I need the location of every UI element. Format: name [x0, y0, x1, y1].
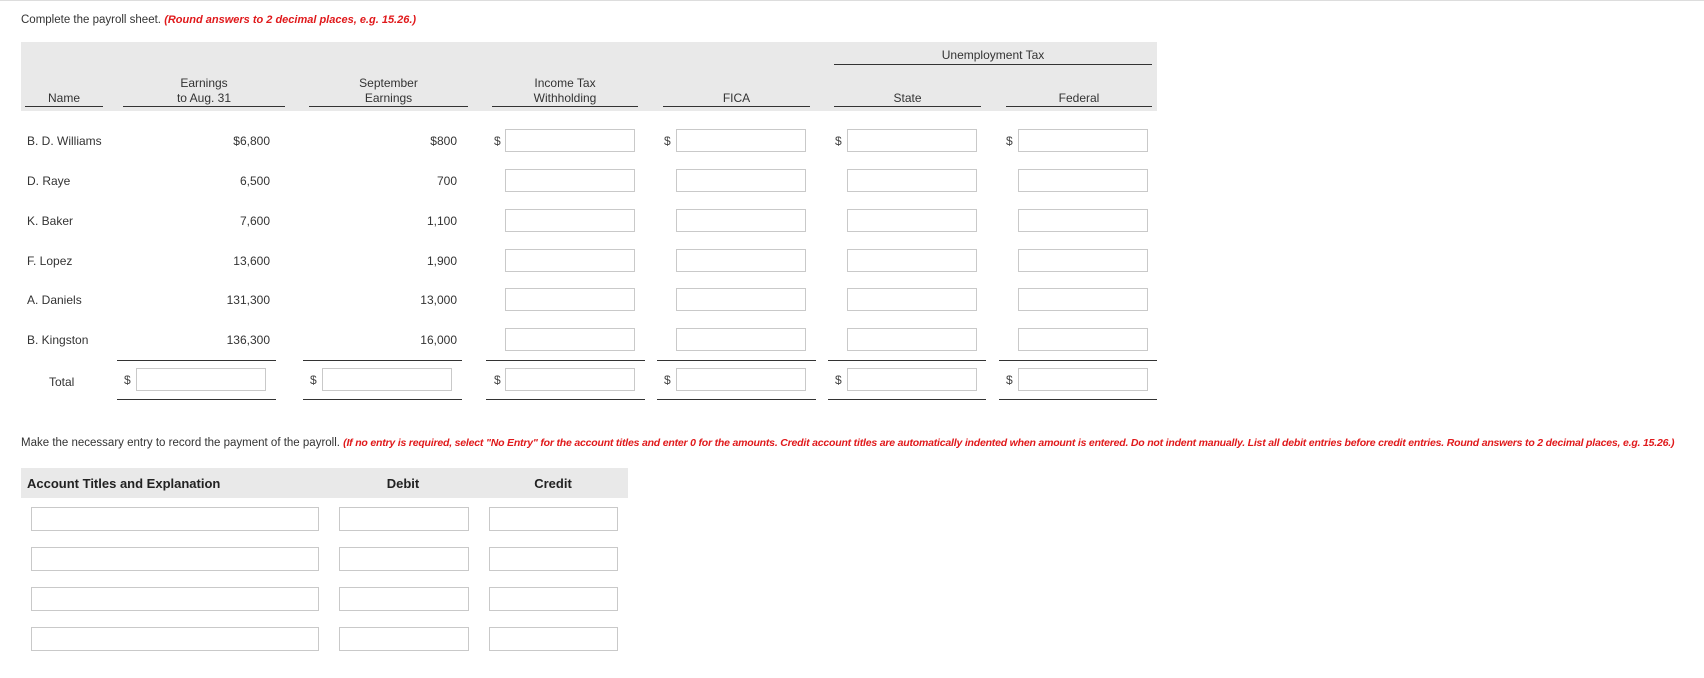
col-header-federal: Federal [1058, 91, 1100, 105]
total-rule-top [117, 360, 276, 361]
credit-input[interactable] [489, 627, 618, 651]
employee-name: D. Raye [27, 174, 71, 188]
col-header-name: Name [47, 91, 80, 105]
sept-earnings-value: 13,000 [420, 293, 457, 307]
earnings-aug31-value: $6,800 [233, 134, 270, 148]
federal-unemployment-input[interactable] [1018, 288, 1148, 311]
currency-symbol: $ [1006, 134, 1013, 148]
total-rule-top [303, 360, 462, 361]
currency-symbol: $ [310, 373, 317, 387]
total-rule-bottom [303, 399, 462, 400]
debit-input[interactable] [339, 547, 469, 571]
col-header-account-titles: Account Titles and Explanation [27, 476, 221, 491]
account-title-input[interactable] [31, 627, 319, 651]
journal-note: (If no entry is required, select "No Entry" for the account titles and enter 0 for the amounts. Credit account titles are automatically indented when amount is entered. Do not indent manually. List all debit entries before credit entries. Round answers to 2 decimal places, e.g. 15.26.) [343, 437, 1675, 449]
total-state-unemployment-input[interactable] [847, 368, 977, 391]
instructions-payroll-sheet [21, 14, 416, 26]
state-unemployment-input[interactable] [847, 129, 977, 152]
total-rule-top [486, 360, 645, 361]
state-unemployment-input[interactable] [847, 169, 977, 192]
col-header-earnings-line2: to Aug. 31 [176, 91, 232, 105]
credit-input[interactable] [489, 547, 618, 571]
sept-earnings-value: 1,900 [426, 254, 457, 268]
account-title-input[interactable] [31, 547, 319, 571]
currency-symbol: $ [835, 373, 842, 387]
state-unemployment-input[interactable] [847, 209, 977, 232]
income-tax-input[interactable] [505, 129, 635, 152]
total-rule-bottom [117, 399, 276, 400]
federal-unemployment-input[interactable] [1018, 209, 1148, 232]
income-tax-input[interactable] [505, 249, 635, 272]
income-tax-input[interactable] [505, 169, 635, 192]
sept-earnings-value: 16,000 [420, 333, 457, 347]
total-federal-unemployment-input[interactable] [1018, 368, 1148, 391]
col-header-earnings-line1: Earnings [180, 76, 228, 90]
col-header-sept-earnings [309, 76, 468, 106]
currency-symbol: $ [1006, 373, 1013, 387]
col-header-sept-line2: Earnings [364, 91, 413, 105]
fica-input[interactable] [676, 328, 806, 351]
col-header-income-line2: Withholding [533, 91, 597, 105]
income-tax-input[interactable] [505, 288, 635, 311]
col-header-debit: Debit [386, 476, 420, 491]
employee-name: B. Kingston [27, 333, 89, 347]
unemployment-tax-underline [834, 64, 1152, 65]
col-underline-earnings [123, 106, 285, 107]
currency-symbol: $ [124, 373, 131, 387]
unemployment-tax-group-header: Unemployment Tax [941, 48, 1045, 62]
col-header-earnings-aug31 [123, 76, 285, 106]
total-rule-top [657, 360, 816, 361]
account-title-input[interactable] [31, 507, 319, 531]
total-fica-input[interactable] [676, 368, 806, 391]
total-rule-bottom [999, 399, 1157, 400]
earnings-aug31-value: 131,300 [226, 293, 270, 307]
state-unemployment-input[interactable] [847, 288, 977, 311]
rounding-note: (Round answers to 2 decimal places, e.g. 15.26.) [164, 14, 417, 26]
col-header-fica: FICA [722, 91, 751, 105]
col-header-state: State [893, 91, 922, 105]
total-rule-top [999, 360, 1157, 361]
state-unemployment-input[interactable] [847, 328, 977, 351]
col-underline-fica [663, 106, 810, 107]
employee-name: K. Baker [27, 214, 74, 228]
federal-unemployment-input[interactable] [1018, 129, 1148, 152]
total-rule-bottom [828, 399, 986, 400]
instructions-text: Complete the payroll sheet. [21, 14, 161, 26]
earnings-aug31-value: 6,500 [239, 174, 270, 188]
state-unemployment-input[interactable] [847, 249, 977, 272]
sept-earnings-value: 700 [436, 174, 457, 188]
sept-earnings-value: 1,100 [426, 214, 457, 228]
earnings-aug31-value: 136,300 [226, 333, 270, 347]
col-header-credit: Credit [534, 476, 572, 491]
employee-name: F. Lopez [27, 254, 73, 268]
debit-input[interactable] [339, 627, 469, 651]
total-label: Total [49, 375, 75, 389]
col-header-sept-line1: September [359, 76, 418, 90]
credit-input[interactable] [489, 587, 618, 611]
currency-symbol: $ [494, 373, 501, 387]
col-underline-income [492, 106, 638, 107]
col-header-income-tax [492, 76, 638, 106]
total-earnings-aug31-input[interactable] [136, 368, 266, 391]
fica-input[interactable] [676, 249, 806, 272]
income-tax-input[interactable] [505, 328, 635, 351]
earnings-aug31-value: 7,600 [239, 214, 270, 228]
fica-input[interactable] [676, 129, 806, 152]
fica-input[interactable] [676, 288, 806, 311]
employee-name: A. Daniels [27, 293, 82, 307]
debit-input[interactable] [339, 507, 469, 531]
total-income-tax-input[interactable] [505, 368, 635, 391]
instructions-journal-entry [21, 437, 1674, 449]
col-underline-state [834, 106, 981, 107]
fica-input[interactable] [676, 169, 806, 192]
currency-symbol: $ [494, 134, 501, 148]
total-rule-bottom [657, 399, 816, 400]
currency-symbol: $ [664, 373, 671, 387]
credit-input[interactable] [489, 507, 618, 531]
currency-symbol: $ [664, 134, 671, 148]
total-rule-bottom [486, 399, 645, 400]
col-underline-federal [1006, 106, 1152, 107]
earnings-aug31-value: 13,600 [233, 254, 270, 268]
col-underline-sept [309, 106, 468, 107]
federal-unemployment-input[interactable] [1018, 328, 1148, 351]
account-title-input[interactable] [31, 587, 319, 611]
debit-input[interactable] [339, 587, 469, 611]
sept-earnings-value: $800 [430, 134, 457, 148]
col-header-income-line1: Income Tax [534, 76, 596, 90]
top-divider [0, 0, 1704, 1]
federal-unemployment-input[interactable] [1018, 249, 1148, 272]
fica-input[interactable] [676, 209, 806, 232]
total-rule-top [828, 360, 986, 361]
income-tax-input[interactable] [505, 209, 635, 232]
federal-unemployment-input[interactable] [1018, 169, 1148, 192]
col-underline-name [25, 106, 103, 107]
currency-symbol: $ [835, 134, 842, 148]
instructions-text: Make the necessary entry to record the payment of the payroll. [21, 437, 340, 449]
total-sept-earnings-input[interactable] [322, 368, 452, 391]
employee-name: B. D. Williams [27, 134, 102, 148]
